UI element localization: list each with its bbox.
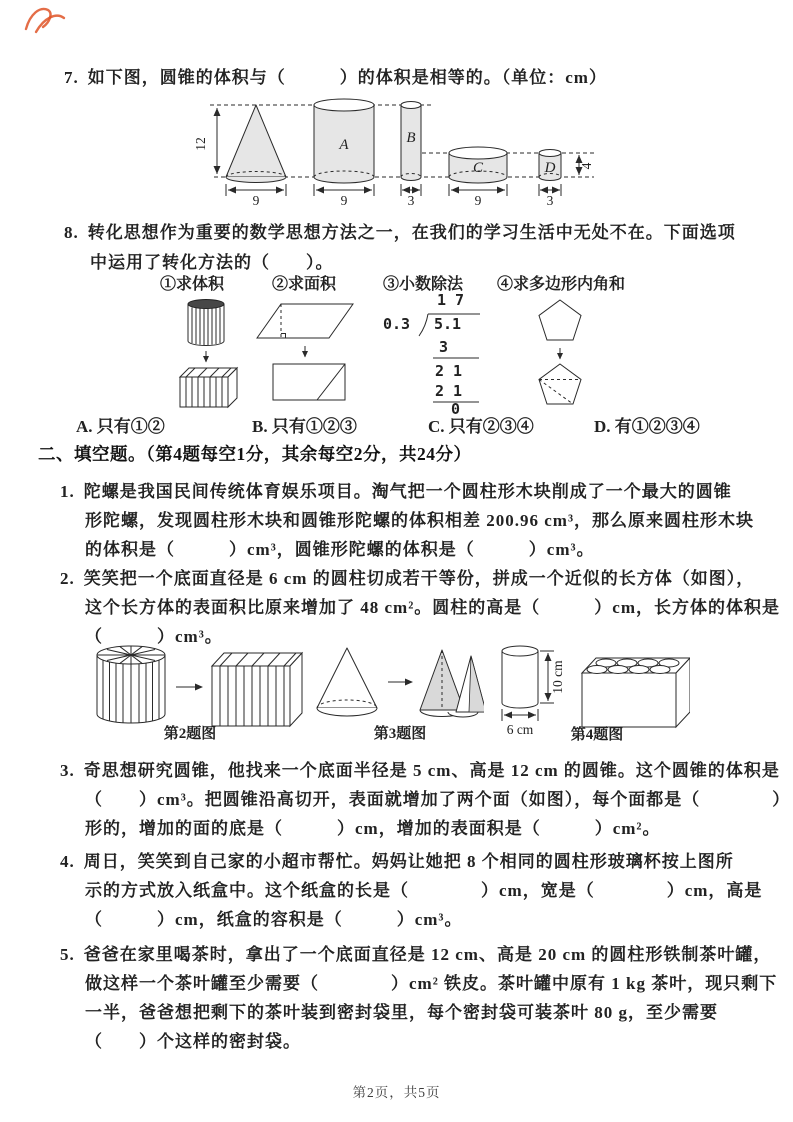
division-sub1: 3 (439, 338, 449, 356)
fill-q3-line3: 形的，增加的面的底是（ ）cm，增加的表面积是（ ）cm²。 (85, 819, 661, 838)
fill-q3-line1: 3. 奇思想研究圆锥，他找来一个底面半径是 5 cm、高是 12 cm 的圆锥。这个圆锥的体积是 (60, 761, 780, 780)
method-1-volume-diagram (174, 297, 240, 409)
red-pen-mark (20, 2, 70, 38)
division-sub2: 2 1 (435, 382, 463, 400)
fill-q3-number: 3. (60, 761, 75, 780)
q8-number: 8. (64, 223, 79, 242)
fig-q4-height-label: 10 cm (550, 660, 565, 694)
option-b: B. 只有①②③ (252, 417, 357, 436)
method-3-label: ③小数除法 (383, 276, 464, 293)
fill-q5-line4: （ ）个这样的密封袋。 (85, 1032, 301, 1051)
fill-q1-line2: 形陀螺，发现圆柱形木块和圆锥形陀螺的体积相差 200.96 cm³，那么原来圆柱形木块 (85, 511, 755, 530)
fill-q4-line1: 4. 周日，笑笑到自己家的小超市帮忙。妈妈让她把 8 个相同的圆柱形玻璃杯按上图所 (60, 852, 734, 871)
fig-q2-caption: 第2题图 (163, 726, 217, 742)
division-dividend: 5.1 (434, 315, 462, 333)
method-3-division-diagram (377, 289, 483, 415)
q7-base-cone: 9 (252, 193, 260, 208)
fill-q5-line3: 一半，爸爸想把剩下的茶叶装到密封袋里，每个密封袋可装茶叶 80 g，至少需要 (85, 1003, 718, 1022)
fill-q1-line3: 的体积是（ ）cm³，圆锥形陀螺的体积是（ ）cm³。 (85, 540, 595, 559)
fill-q4-number: 4. (60, 852, 75, 871)
division-quotient: 1 7 (437, 291, 465, 309)
option-c: C. 只有②③④ (428, 417, 534, 436)
fig-q4-caption: 第4题图 (570, 727, 624, 743)
division-bracket (419, 314, 428, 336)
q7-base-c: 9 (474, 193, 482, 208)
division-rem2: 0 (451, 400, 461, 415)
fill-q4-line2: 示的方式放入纸盒中。这个纸盒的长是（ ）cm，宽是（ ）cm，高是 (85, 881, 763, 900)
q7-label-C: C (472, 160, 484, 176)
q7-number: 7. (64, 68, 79, 87)
option-d: D. 有①②③④ (594, 417, 700, 436)
fill-q2-line3: （ ）cm³。 (85, 627, 223, 646)
q7-dim-12: 12 (193, 137, 208, 151)
division-rem1: 2 1 (435, 362, 463, 380)
question-8-line2: 中运用了转化方法的（ ）。 (90, 253, 334, 272)
q7-text: 如下图，圆锥的体积与（ ）的体积是相等的。（单位：cm） (87, 68, 607, 87)
fig-q4-diameter-label: 6 cm (506, 722, 534, 737)
fill-q2-number: 2. (60, 569, 75, 588)
method-2-label: ②求面积 (272, 276, 337, 293)
division-divisor: 0.3 (383, 315, 411, 333)
section-2-title: 二、填空题。（第4题每空1分，其余每空2分，共24分） (38, 444, 472, 464)
fill-q4-line3: （ ）cm，纸盒的容积是（ ）cm³。 (85, 910, 463, 929)
q7-label-A: A (339, 137, 349, 153)
fig-q3-caption: 第3题图 (373, 726, 427, 742)
q7-figure-cones-cylinders (138, 92, 620, 208)
fill-q5-number: 5. (60, 945, 75, 964)
method-2-area-diagram (255, 300, 355, 404)
question-8-line1 (64, 218, 736, 243)
q7-label-B: B (406, 130, 416, 146)
method-4-label: ④求多边形内角和 (497, 276, 626, 293)
option-a: A. 只有①② (76, 417, 165, 436)
fill-q5-line1: 5. 爸爸在家里喝茶时，拿出了一个底面直径是 12 cm、高是 20 cm 的圆柱形铁制茶叶罐， (60, 945, 772, 964)
q7-label-D: D (544, 160, 556, 176)
fill-q1-number: 1. (60, 482, 75, 501)
method-4-polygon-diagram (522, 298, 598, 408)
method-1-label: ①求体积 (160, 276, 225, 293)
q7-dim-4: 4 (579, 162, 594, 170)
fill-q2-line1: 2. 笑笑把一个底面直径是 6 cm 的圆柱切成若干等份，拼成一个近似的长方体（如图）， (60, 569, 755, 588)
q7-base-d: 3 (546, 193, 554, 208)
q8-text-line1: 转化思想作为重要的数学思想方法之一，在我们的学习生活中无处不在。下面选项 (87, 223, 736, 242)
fill-q1-line1: 1. 陀螺是我国民间传统体育娱乐项目。淘气把一个圆柱形木块削成了一个最大的圆锥 (60, 482, 732, 501)
q7-base-b: 3 (407, 193, 415, 208)
fig-q3-cone-split (312, 646, 484, 724)
q7-base-a: 9 (340, 193, 348, 208)
fill-q5-line2: 做这样一个茶叶罐至少需要（ ）cm² 铁皮。茶叶罐中原有 1 kg 茶叶，现只剩下 (85, 974, 778, 993)
fill-q2-line2: 这个长方体的表面积比原来增加了 48 cm²。圆柱的高是（ ）cm，长方体的体积是 (85, 598, 781, 617)
fig-q2-cylinder-to-prism (92, 642, 304, 728)
page-footer: 第2页，共5页 (352, 1085, 441, 1100)
fill-q3-line2: （ ）cm³。把圆锥沿高切开，表面就增加了两个面（如图），每个面都是（ ） (85, 790, 791, 809)
question-7 (64, 63, 607, 88)
